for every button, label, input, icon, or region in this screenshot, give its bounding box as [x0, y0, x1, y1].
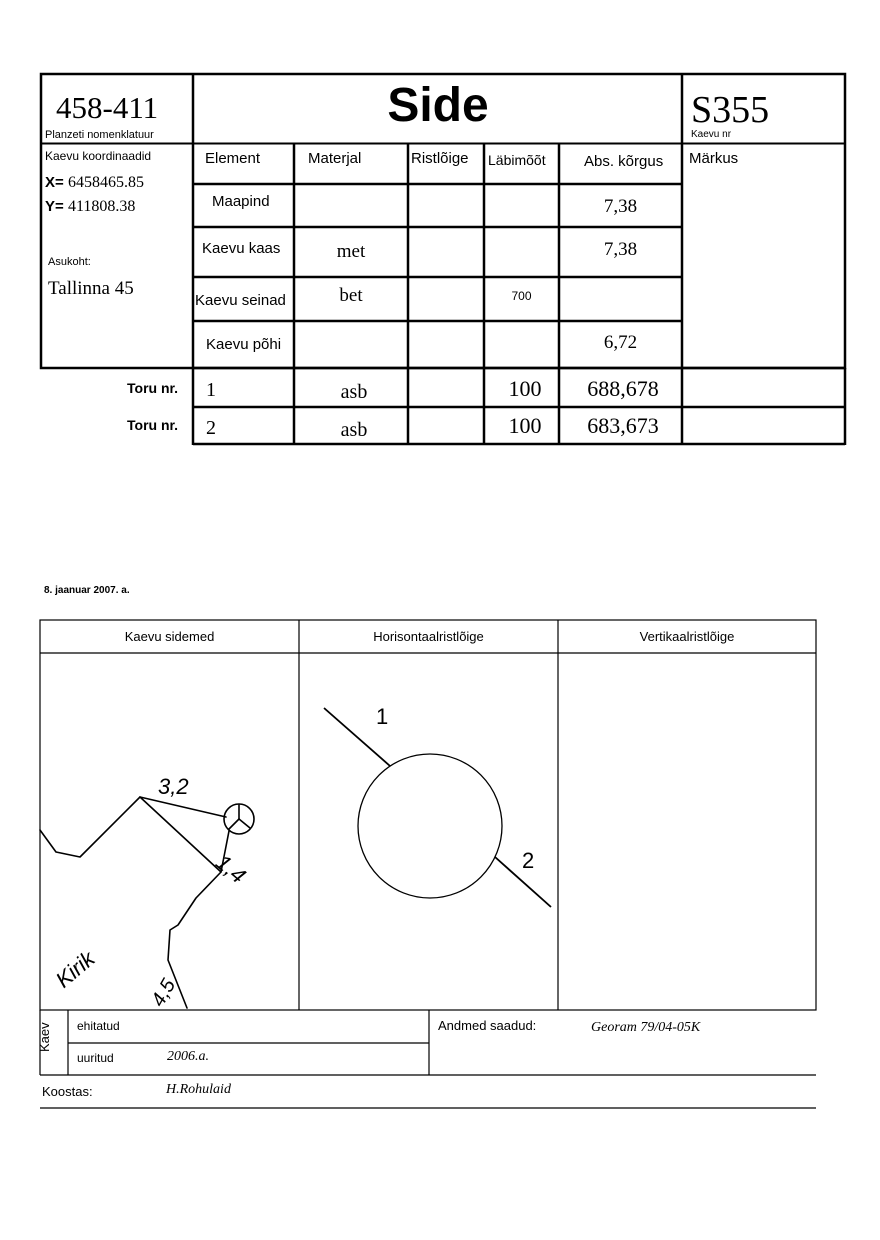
- x-label: X=: [45, 174, 64, 191]
- coordinates-label: Kaevu koordinaadid: [45, 149, 152, 163]
- row-ground-elevation: 7,38: [603, 196, 638, 217]
- surveyed-value: 2006.a.: [167, 1049, 209, 1064]
- col-element: Element: [205, 150, 261, 167]
- sketch-street-name: Kirik: [50, 945, 100, 993]
- pipe-1-label: Toru nr.: [127, 380, 179, 396]
- y-label: Y=: [45, 198, 64, 215]
- col-remark: Märkus: [689, 150, 739, 167]
- sketch-distance-4-5: 4,5: [147, 975, 181, 1011]
- pipe-2-material: asb: [340, 419, 368, 441]
- well-number: S355: [691, 89, 770, 131]
- well-vertical-label: Kaev: [37, 1022, 52, 1052]
- col-elevation: Abs. kõrgus: [584, 153, 664, 170]
- data-source-label: Andmed saadud:: [438, 1018, 537, 1033]
- well-number-label: Kaevu nr: [691, 129, 732, 140]
- col-diameter: Läbimõõt: [488, 152, 546, 168]
- location-value: Tallinna 45: [48, 278, 134, 299]
- pipe-2-number: 2: [206, 417, 216, 439]
- row-bottom-elevation: 6,72: [603, 332, 638, 353]
- row-walls-element: Kaevu seinad: [195, 292, 286, 309]
- author-value: H.Rohulaid: [166, 1082, 231, 1097]
- pipe-1-elevation: 688,678: [587, 376, 659, 401]
- row-walls-material: bet: [339, 285, 363, 306]
- pipe-2-elevation: 683,673: [587, 413, 659, 438]
- pipe-2-diameter: 100: [508, 413, 542, 438]
- surveyed-label: uuritud: [77, 1051, 114, 1065]
- pipe-1-diameter: 100: [508, 376, 542, 401]
- sketch-distance-3-2: 3,2: [158, 774, 189, 799]
- horizontal-sketch: [324, 704, 551, 907]
- row-ground-element: Maapind: [212, 193, 270, 210]
- nomenclature-value: 458-411: [56, 90, 159, 125]
- nomenclature-label: Planzeti nomenklatuur: [45, 129, 154, 141]
- col-section: Ristlõige: [411, 150, 469, 167]
- location-label: Asukoht:: [48, 256, 91, 268]
- row-lid-material: met: [336, 241, 366, 262]
- author-label: Koostas:: [42, 1084, 93, 1099]
- panel-connections-title: Kaevu sidemed: [124, 629, 215, 644]
- panel-horizontal-title: Horisontaalristlõige: [373, 629, 484, 644]
- col-material: Materjal: [308, 150, 362, 167]
- built-label: ehitatud: [77, 1019, 120, 1033]
- row-lid-element: Kaevu kaas: [202, 240, 281, 257]
- pipe-1-material: asb: [340, 381, 368, 403]
- y-coordinate: 411808.38: [68, 198, 136, 215]
- sketch-pipe-1-label: 1: [376, 704, 389, 729]
- row-walls-diameter: 700: [511, 289, 532, 303]
- well-section-circle: [358, 754, 502, 898]
- pipe-2-label: Toru nr.: [127, 417, 179, 433]
- pipe-1-number: 1: [206, 379, 216, 401]
- sketch-distance-1-4: 1,4: [211, 849, 251, 889]
- row-bottom-element: Kaevu põhi: [206, 336, 282, 353]
- panel-vertical-title: Vertikaalristlõige: [639, 629, 735, 644]
- row-lid-elevation: 7,38: [603, 239, 638, 260]
- data-source-value: Georam 79/04-05K: [591, 1020, 701, 1035]
- document-date: 8. jaanuar 2007. a.: [44, 585, 130, 596]
- panels-frame: [40, 620, 816, 1010]
- page-title: Side: [387, 79, 489, 132]
- sketch-pipe-2-label: 2: [522, 848, 535, 873]
- x-coordinate: 6458465.85: [68, 174, 144, 191]
